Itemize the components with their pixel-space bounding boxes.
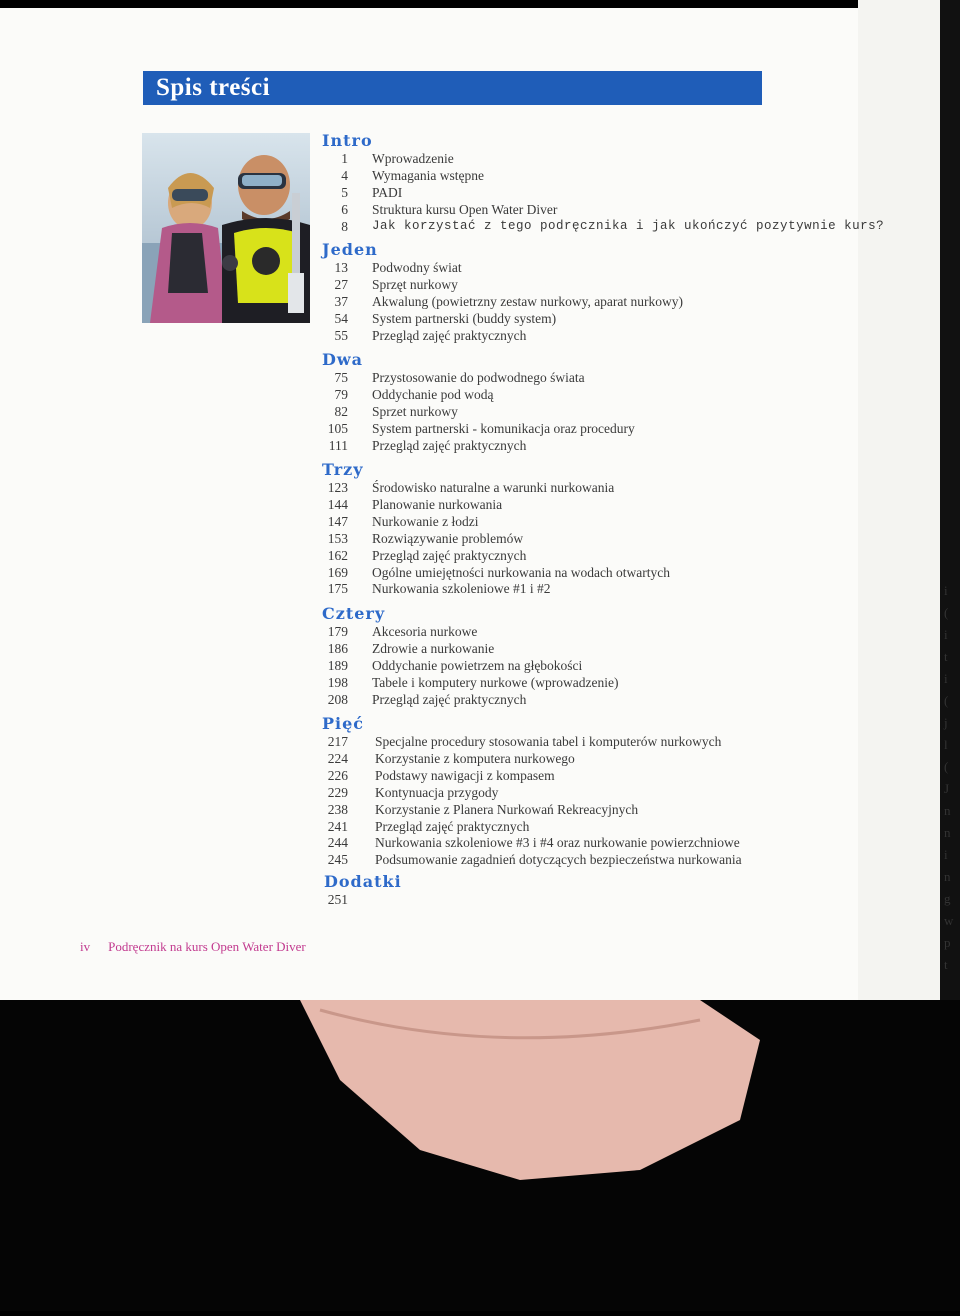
section-heading-pięć: Pięć [322, 714, 365, 733]
toc-entry-title: Przegląd zajęć praktycznych [372, 437, 527, 453]
toc-page-number: 229 [327, 784, 348, 800]
toc-page-number: 8 [341, 218, 348, 234]
toc-page-number: 13 [334, 260, 348, 275]
toc-page-number: 75 [334, 370, 348, 385]
toc-page-number: 175 [327, 581, 348, 597]
toc-page-number: 179 [327, 624, 348, 639]
toc-page-number: 241 [327, 818, 348, 834]
toc-entry-title: Jak korzystać z tego podręcznika i jak ukończyć pozytywnie kurs? [372, 218, 885, 233]
toc-entry-title: Nurkowanie z łodzi [372, 513, 479, 529]
section-heading-jeden: Jeden [322, 240, 378, 259]
toc-page-number: 79 [334, 386, 348, 402]
toc-page-number: 224 [327, 750, 348, 766]
hand-silhouette [0, 1000, 960, 1311]
section-heading-cztery: Cztery [322, 604, 386, 623]
toc-page-number: 169 [327, 564, 348, 580]
toc-entry-title: Przegląd zajęć praktycznych [372, 327, 527, 343]
toc-entry-title: Przegląd zajęć praktycznych [372, 547, 527, 563]
page-title: Spis treści [143, 71, 762, 105]
toc-entry-title: Planowanie nurkowania [372, 496, 503, 512]
toc-entry-title: Rozwiązywanie problemów [372, 530, 524, 546]
toc-entry-title: Przegląd zajęć praktycznych [372, 691, 527, 707]
toc-page-number: 4 [341, 167, 348, 183]
toc-entry-title: Ogólne umiejętności nurkowania na wodach otwartych [372, 564, 671, 580]
section-heading-trzy: Trzy [322, 460, 364, 479]
toc-page-number: 226 [327, 767, 348, 783]
section-heading-intro: Intro [322, 131, 373, 150]
toc-entry-title: Struktura kursu Open Water Diver [372, 201, 558, 217]
section-heading-dodatki: Dodatki [324, 872, 402, 891]
toc-entry-title: Podwodny świat [372, 260, 462, 275]
toc-page-number: 6 [341, 201, 348, 217]
toc-entry-title: Zdrowie a nurkowanie [372, 640, 495, 656]
toc-page-number: 144 [327, 496, 348, 512]
facing-page-edge [858, 0, 940, 1000]
toc-page-number: 186 [327, 640, 348, 656]
toc-page-number: 198 [327, 674, 348, 690]
toc-entry-title: Oddychanie pod wodą [372, 386, 494, 402]
toc-entry-title: Środowisko naturalne a warunki nurkowania [372, 480, 615, 495]
toc-entry-title: Wymagania wstępne [372, 167, 485, 183]
toc-page-number: 208 [327, 691, 348, 707]
footer-page-number: iv [80, 939, 91, 954]
toc-page-number: 217 [327, 734, 348, 749]
toc-entry-title: Przystosowanie do podwodnego świata [372, 370, 585, 385]
toc-entry-title: Tabele i komputery nurkowe (wprowadzenie) [372, 674, 619, 690]
toc-entry-title: Kontynuacja przygody [375, 784, 499, 800]
toc-page-number: 5 [341, 184, 348, 200]
toc-entry-title: Korzystanie z Planera Nurkowań Rekreacyjnych [375, 801, 639, 817]
toc-entry-title: Akwalung (powietrzny zestaw nurkowy, aparat nurkowy) [372, 293, 684, 309]
toc-page-number: 162 [327, 547, 348, 563]
toc-entry-title: System partnerski (buddy system) [372, 310, 557, 326]
toc-page-number: 245 [327, 852, 348, 868]
toc-page-number: 55 [334, 327, 348, 343]
toc-entry-title: Przegląd zajęć praktycznych [375, 818, 530, 834]
facing-page-fragments: i ( i t i ( j l ( J n n i n g w p t [944, 583, 954, 972]
toc-entry-title: Podsumowanie zagadnień dotyczących bezpieczeństwa nurkowania [375, 852, 742, 868]
toc-entry-title: Nurkowania szkoleniowe #1 i #2 [372, 581, 551, 597]
toc-page-number: 244 [327, 835, 348, 851]
toc-page-number: 147 [327, 513, 348, 529]
scan-background [0, 1000, 960, 1311]
toc-page-number: 153 [327, 530, 348, 546]
toc-entry-title: Specjalne procedury stosowania tabel i komputerów nurkowych [375, 734, 722, 749]
toc-entry-title: Korzystanie z komputera nurkowego [375, 750, 575, 766]
toc-page-number: 105 [327, 420, 348, 436]
section-heading-dwa: Dwa [322, 350, 364, 369]
toc-page-number: 37 [334, 293, 348, 309]
toc-entry-title: System partnerski - komunikacja oraz procedury [372, 420, 635, 436]
toc-entry-title: Nurkowania szkoleniowe #3 i #4 oraz nurkowanie powierzchniowe [375, 835, 740, 851]
toc-page-number: 82 [334, 403, 348, 419]
toc-page-number: 54 [334, 310, 348, 326]
toc-page-number: 251 [327, 892, 348, 907]
toc-page-number: 238 [327, 801, 348, 817]
toc-page-number: 111 [328, 437, 348, 453]
toc-entry-title: PADI [372, 184, 403, 200]
toc-page-number: 1 [341, 151, 348, 166]
toc-page-number: 27 [334, 276, 348, 292]
footer-book-title: Podręcznik na kurs Open Water Diver [108, 939, 306, 954]
toc-page-number: 123 [327, 480, 348, 495]
toc-entry-title: Akcesoria nurkowe [372, 624, 478, 639]
toc-entry-title: Sprzet nurkowy [372, 403, 458, 419]
toc-entry-title: Oddychanie powietrzem na głębokości [372, 657, 583, 673]
toc-entry-title: Podstawy nawigacji z kompasem [375, 767, 555, 783]
toc-entry-title: Wprowadzenie [372, 151, 454, 166]
toc-page-number: 189 [327, 657, 348, 673]
toc-entry-title: Sprzęt nurkowy [372, 276, 458, 292]
page-footer [80, 939, 306, 955]
